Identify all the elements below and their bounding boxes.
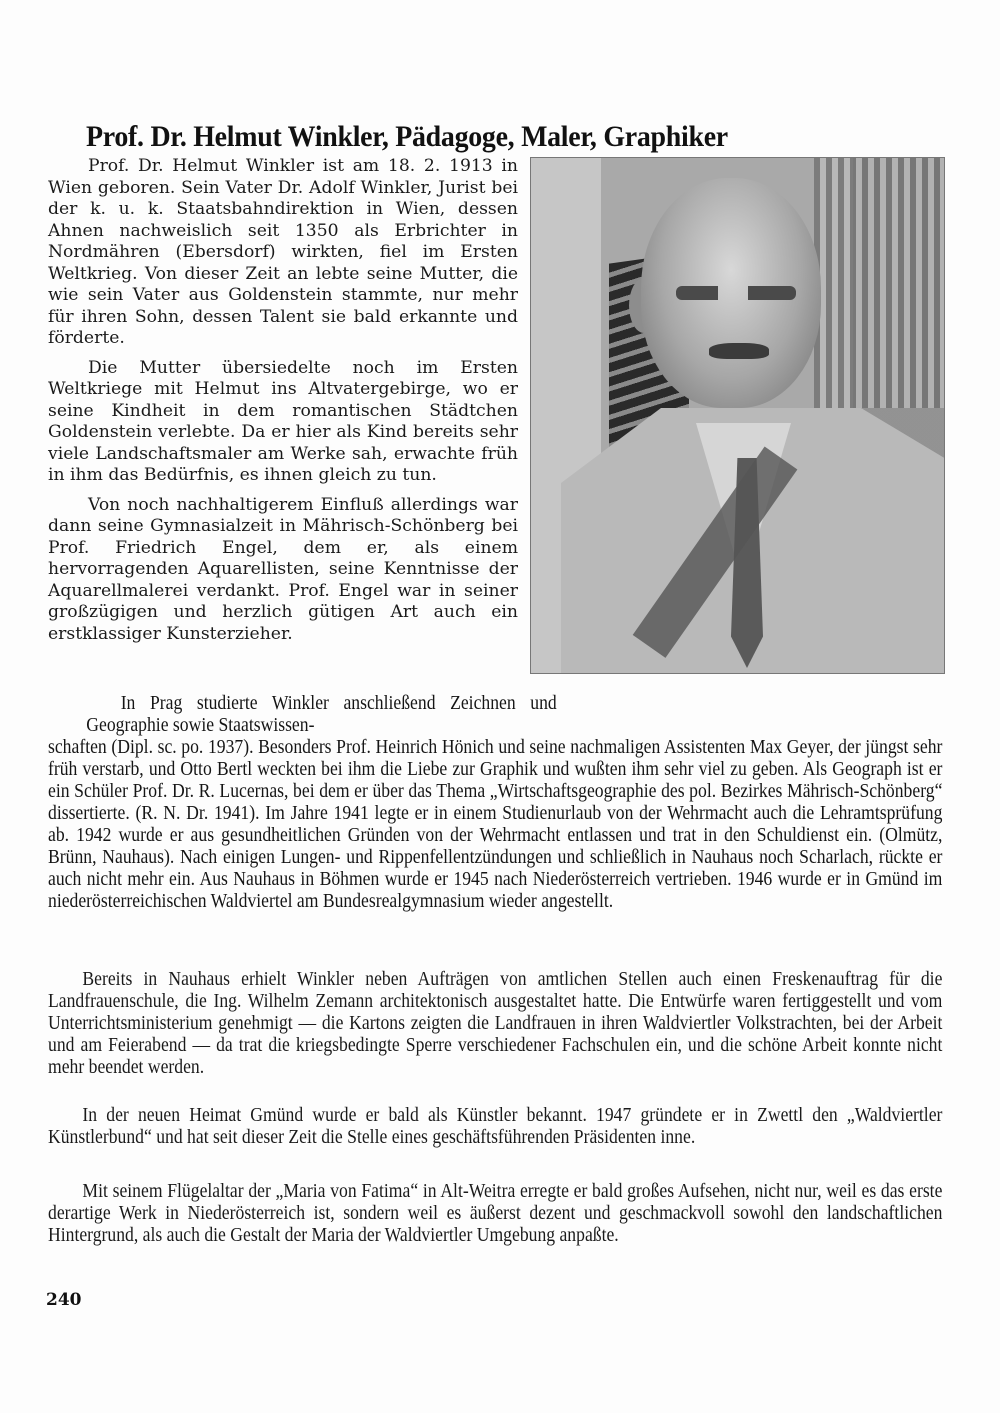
portrait-photo [530,157,945,674]
section-gmuend [48,1104,943,1148]
photo-eyes [676,286,796,300]
section-fresco [48,968,943,1078]
left-column [48,156,518,653]
page-number: 240 [46,1290,82,1310]
paragraph-prague-continued: schaften (Dipl. sc. po. 1937). Besonders Prof. Heinrich Hönich und seine nachmaligen Assistenten Max Geyer, der jüngst sehr früh verstarb, und Otto Bertl weckten bei ihm die Liebe zur Graphik und wußten ihm sehr viel zu geben. Als Geograph ist er ein Schüler Prof. Dr. R. Lucernas, bei dem er über das Thema „Wirtschaftsgeographie des pol. Bezirkes Mährisch-Schönberg“ dissertierte. (R. N. Dr. 1941). Im Jahre 1941 legte er in einem Studienurlaub von der Wehrmacht auch die Lehramtsprüfung ab. 1942 wurde er aus gesundheitlichen Gründen von der Wehrmacht entlassen und trat in den Schuldienst ein. (Olmütz, Brünn, Nauhaus). Nach einigen Lungen- und Rippenfellentzündungen und schließlich in Nauhaus noch Scharlach, rückte er auch nicht mehr ein. Aus Nauhaus in Böhmen wurde er 1945 nach Niederösterreich vertrieben. 1946 wurde er in Gmünd im niederösterreichischen Waldviertel am Bundesrealgymnasium wieder angestellt. [48,736,943,912]
paragraph-gmuend: In der neuen Heimat Gmünd wurde er bald als Künstler bekannt. 1947 gründete er in Zwettl den „Waldviertler Künstlerbund“ und hat seit dieser Zeit die Stelle eines geschäftsführenden Präsidenten inne. [48,1104,943,1148]
photo-moustache [709,343,769,359]
paragraph-fresco: Bereits in Nauhaus erhielt Winkler neben Aufträgen von amtlichen Stellen auch einen Freskenauftrag für die Landfrauenschule, die Ing. Wilhelm Zemann architektonisch ausgestaltet hatte. Die Entwürfe waren fertiggestellt und vom Unterrichtsministerium genehmigt — die Kartons zeigten die Landfrauen in ihren Waldviertler Volkstrachten, bei der Arbeit und am Feierabend — da trat die kriegsbedingte Sperre verschiedener Fachschulen ein, und die schöne Arbeit konnte nicht mehr beendet werden. [48,968,943,1078]
paragraph-gymnasium: Von noch nachhaltigerem Einfluß allerdings war dann seine Gymnasialzeit in Mährisch-Schönberg bei Prof. Friedrich Engel, dem er, als einem hervorragenden Aquarellisten, seine Kenntnisse der Aquarellmalerei verdankt. Prof. Engel war in seiner großzügigen und herzlich gütigen Art auch ein erstklassiger Kunsterzieher. [48,494,518,644]
section-prague-studies [48,692,943,912]
section-altar [48,1180,943,1246]
paragraph-childhood: Die Mutter übersiedelte noch im Ersten Weltkriege mit Helmut ins Altvatergebirge, wo er seine Kindheit in dem romantischen Städtchen Goldenstein verlebte. Da er hier als Kind bereits sehr viele Landschaftsmaler am Werke sah, erwachte früh in ihm das Bedürfnis, es ihnen gleich zu tun. [48,357,518,485]
paragraph-prague-start: In Prag studierte Winkler anschließend Zeichnen und Geographie sowie Staatswissen- [86,692,557,736]
photo-mosaic-wall [814,158,944,408]
page-title: Prof. Dr. Helmut Winkler, Pädagoge, Maler, Graphiker [86,120,728,154]
paragraph-birth: Prof. Dr. Helmut Winkler ist am 18. 2. 1913 in Wien geboren. Sein Vater Dr. Adolf Winkler, Jurist bei der k. u. k. Staatsbahndirektion in Wien, dessen Ahnen nachweislich seit 1350 als Erbrichter in Nordmähren (Ebersdorf) wirkten, fiel im Ersten Weltkrieg. Von dieser Zeit an lebte seine Mutter, die wie sein Vater aus Goldenstein stammte, nur mehr für ihren Sohn, dessen Talent sie bald erkannte und förderte. [48,156,518,348]
paragraph-altar: Mit seinem Flügelaltar der „Maria von Fatima“ in Alt-Weitra erregte er bald großes Aufsehen, nicht nur, weil es das erste derartige Werk in Niederösterreich ist, sondern weil es äußerst dezent und geschmackvoll sowohl den landschaftlichen Hintergrund, als auch die Gestalt der Maria der Waldviertler Umgebung anpaßte. [48,1180,943,1246]
